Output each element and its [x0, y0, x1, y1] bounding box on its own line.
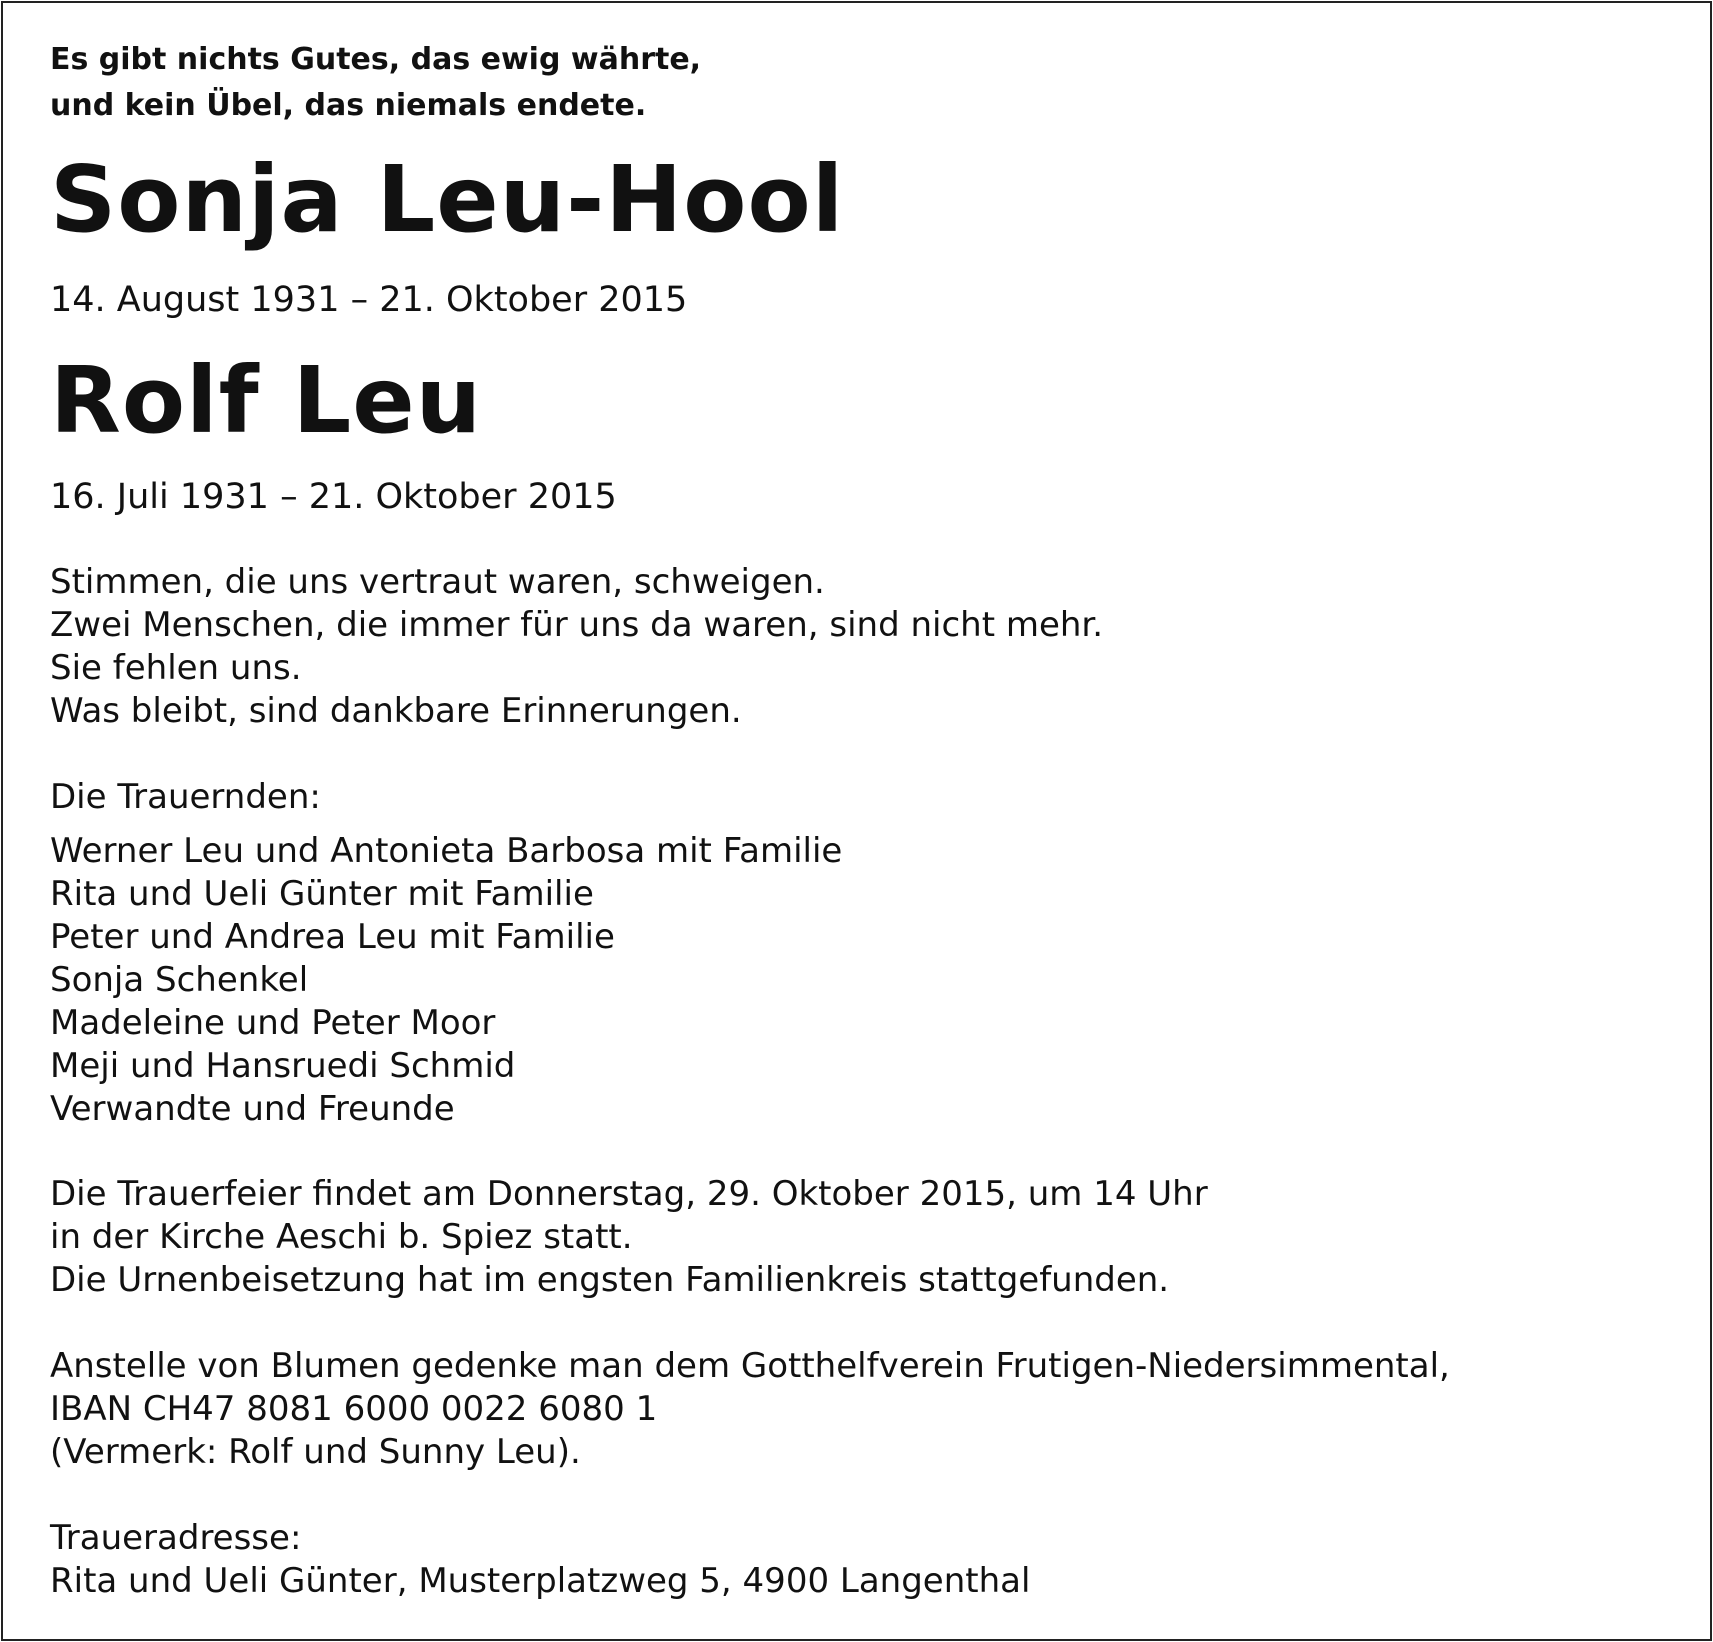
deceased-dates-1: 14. August 1931 – 21. Oktober 2015 [50, 280, 688, 320]
list-item: Madeleine und Peter Moor [50, 1003, 496, 1043]
ceremony-line: Die Urnenbeisetzung hat im engsten Familienkreis stattgefunden. [50, 1260, 1170, 1300]
mourners-heading: Die Trauernden: [50, 777, 321, 817]
ceremony-line: in der Kirche Aeschi b. Spiez statt. [50, 1217, 633, 1257]
address-line: Rita und Ueli Günter, Musterplatzweg 5, 4900 Langenthal [50, 1561, 1031, 1601]
list-item: Meji und Hansruedi Schmid [50, 1046, 516, 1086]
list-item: Werner Leu und Antonieta Barbosa mit Familie [50, 831, 843, 871]
donation-iban: IBAN CH47 8081 6000 0022 6080 1 [50, 1389, 658, 1429]
mourners-list [50, 830, 842, 1131]
list-item: Rita und Ueli Günter mit Familie [50, 874, 594, 914]
poem [50, 561, 1103, 733]
list-item: Verwandte und Freunde [50, 1089, 455, 1129]
ceremony-line: Die Trauerfeier findet am Donnerstag, 29. Oktober 2015, um 14 Uhr [50, 1174, 1208, 1214]
poem-line: Stimmen, die uns vertraut waren, schweigen. [50, 562, 825, 602]
address-heading: Traueradresse: [50, 1518, 302, 1558]
motto-line: und kein Übel, das niemals endete. [50, 88, 647, 123]
mourning-address [50, 1517, 1030, 1603]
poem-line: Was bleibt, sind dankbare Erinnerungen. [50, 691, 742, 731]
motto-line: Es gibt nichts Gutes, das ewig währte, [50, 42, 702, 77]
ceremony-info [50, 1173, 1208, 1302]
poem-line: Sie fehlen uns. [50, 648, 302, 688]
donation-line: (Vermerk: Rolf und Sunny Leu). [50, 1432, 581, 1472]
list-item: Sonja Schenkel [50, 960, 309, 1000]
deceased-dates-2: 16. Juli 1931 – 21. Oktober 2015 [50, 477, 617, 517]
motto-quote [50, 37, 701, 129]
poem-line: Zwei Menschen, die immer für uns da waren, sind nicht mehr. [50, 605, 1104, 645]
deceased-name-1: Sonja Leu-Hool [50, 146, 845, 253]
deceased-name-2: Rolf Leu [50, 347, 483, 454]
donation-info [50, 1345, 1450, 1474]
list-item: Peter und Andrea Leu mit Familie [50, 917, 615, 957]
donation-line: Anstelle von Blumen gedenke man dem Gotthelfverein Frutigen-Niedersimmental, [50, 1346, 1450, 1386]
